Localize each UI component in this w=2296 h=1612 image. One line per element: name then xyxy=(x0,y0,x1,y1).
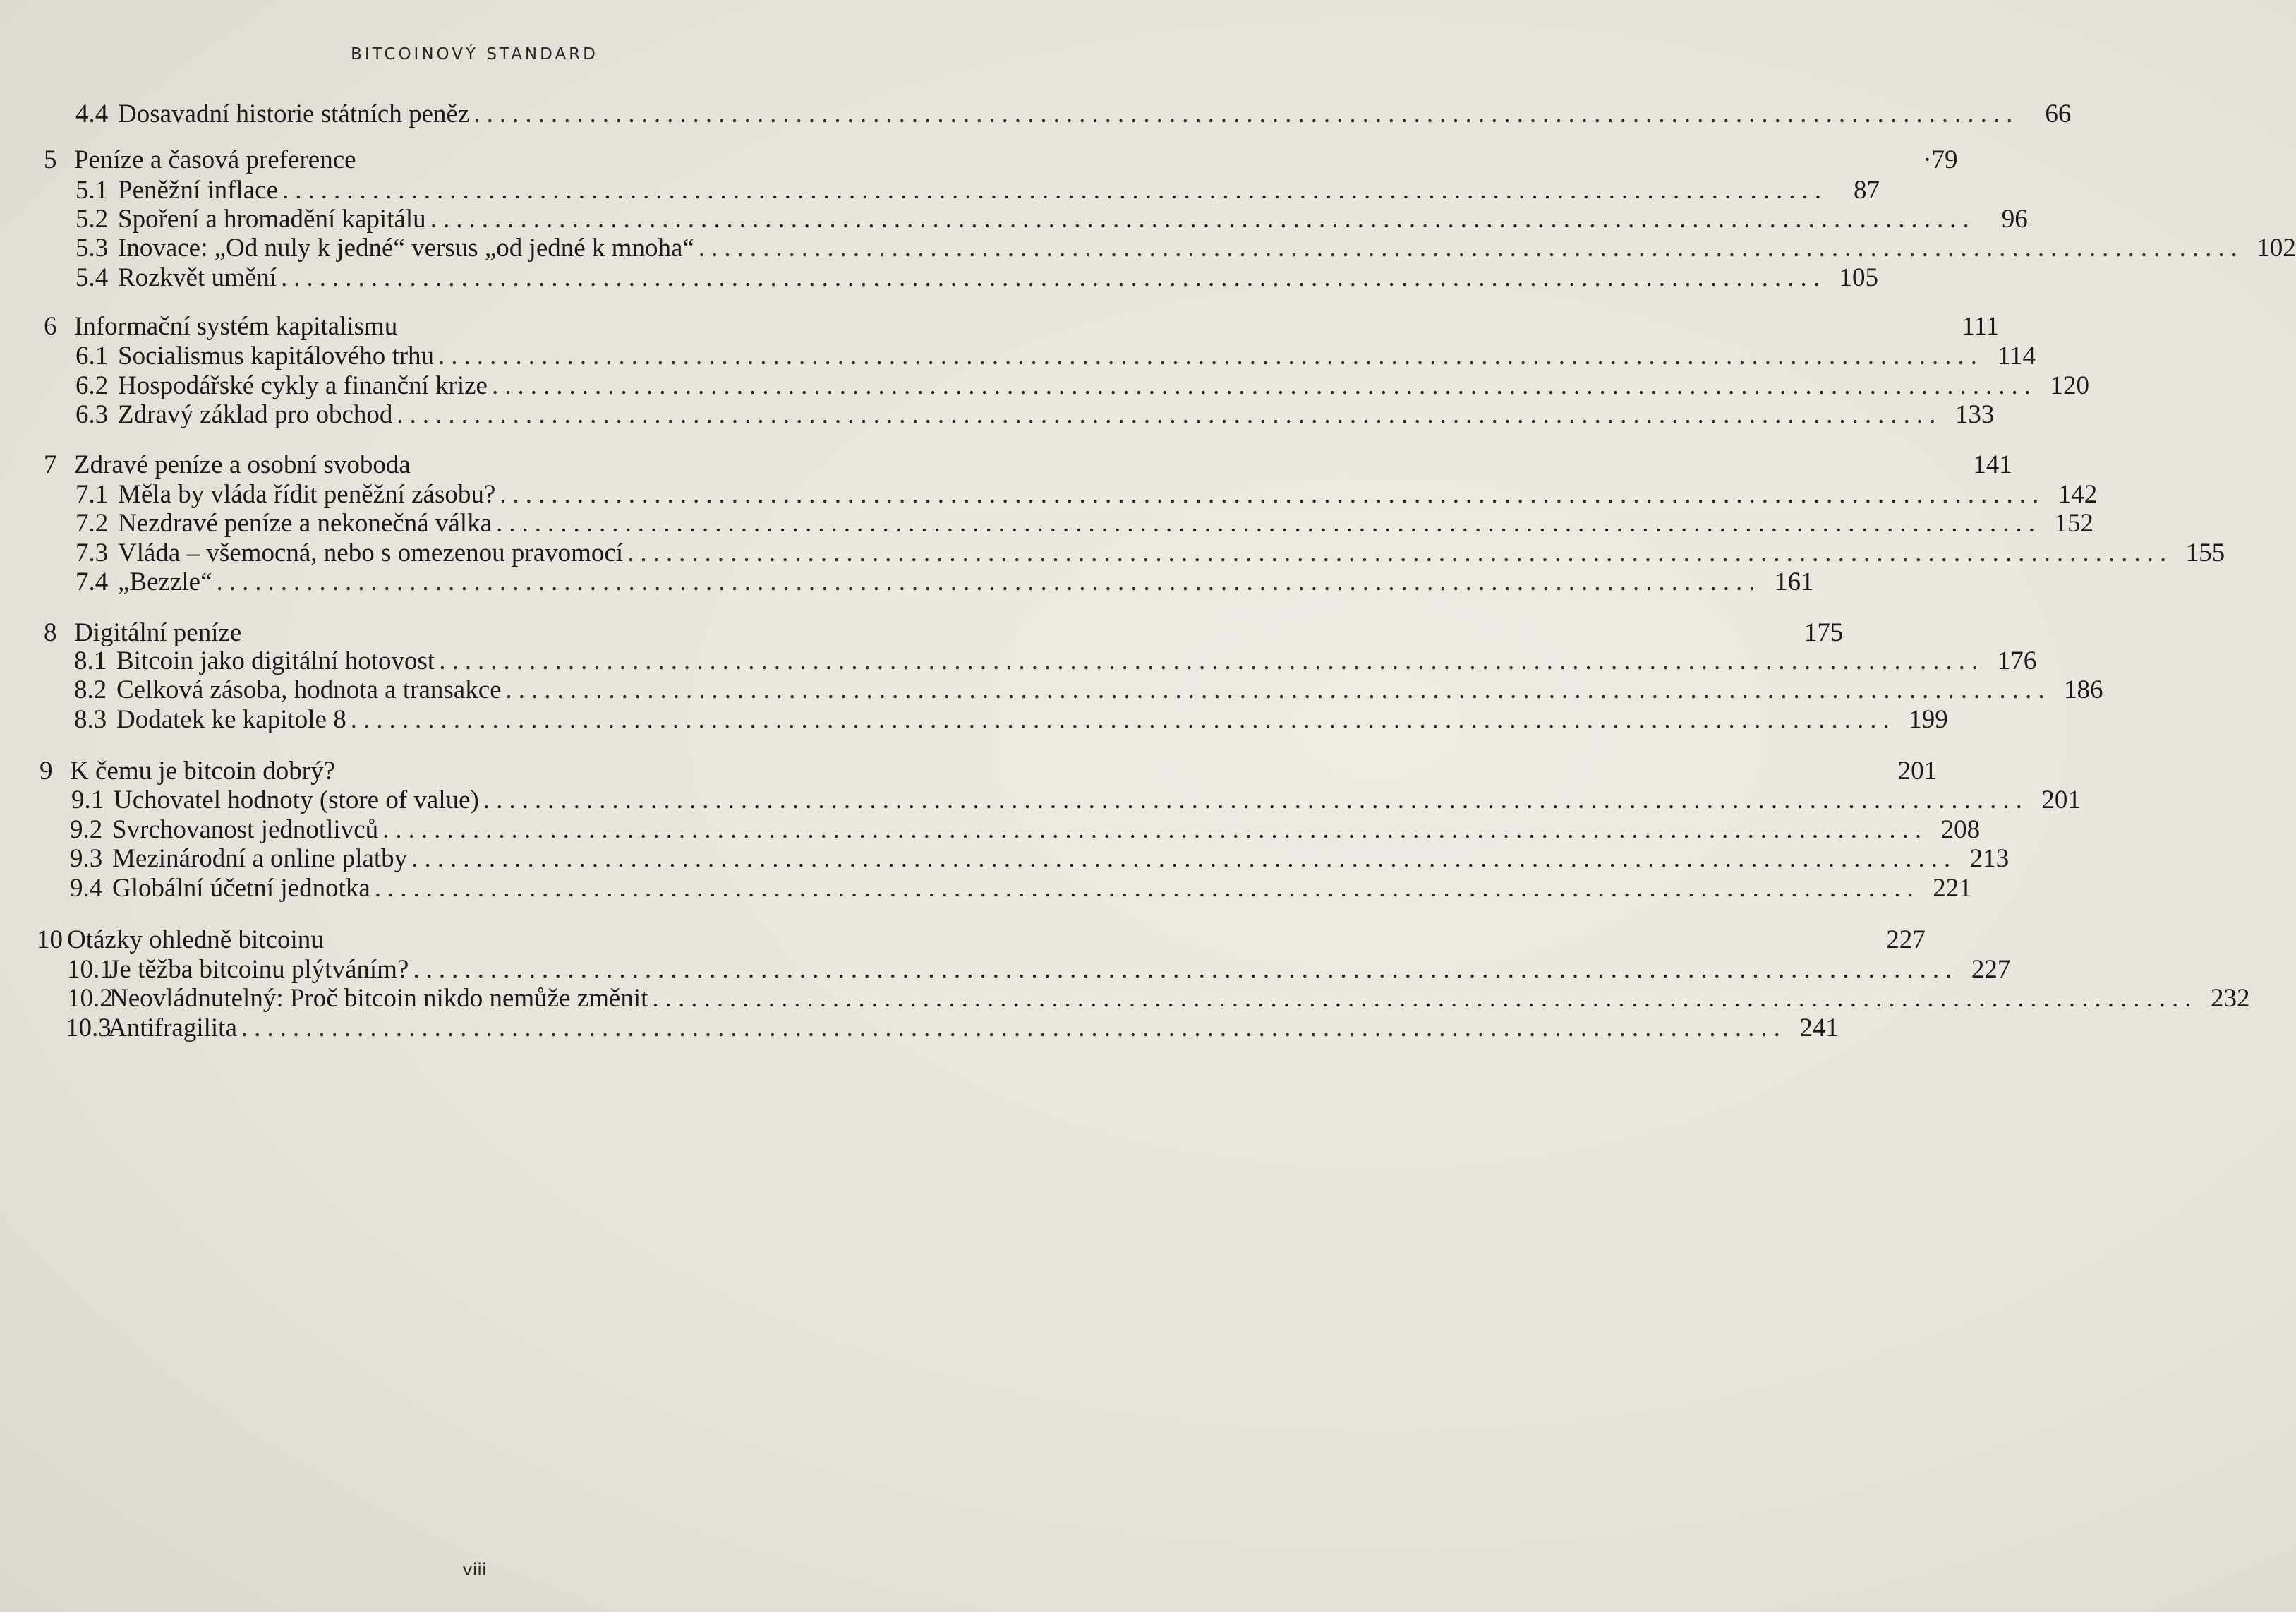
toc-title: Otázky ohledně bitcoinu xyxy=(67,925,324,954)
toc-page-number: 142 xyxy=(2058,480,2098,509)
toc-title: Antifragilita xyxy=(108,1013,237,1042)
toc-title: Rozkvět umění xyxy=(118,263,277,292)
toc-number: 6.1 xyxy=(75,342,109,371)
toc-number: 8.3 xyxy=(74,705,107,734)
toc-page-number: 241 xyxy=(1799,1013,1839,1042)
toc-number: 5 xyxy=(44,145,57,174)
toc-section-entry xyxy=(75,263,1879,294)
toc-chapter-entry xyxy=(44,450,2012,481)
toc-title: Svrchovanost jednotlivců xyxy=(112,815,379,844)
toc-title: „Bezzle“ xyxy=(118,567,212,596)
toc-number: 10.2 xyxy=(67,984,113,1013)
toc-chapter-entry xyxy=(40,756,1938,787)
dot-leader: ........................................................................................................................ xyxy=(496,509,2042,538)
toc-title: Spoření a hromadění kapitálu xyxy=(118,205,426,234)
dot-leader: ........................................................................................................................ xyxy=(500,480,2046,509)
toc-number: 8.2 xyxy=(74,675,107,704)
toc-page-number: 66 xyxy=(2045,100,2072,128)
toc-section-entry xyxy=(75,204,2028,235)
toc-page-number: 201 xyxy=(1897,757,1938,786)
toc-title: Hospodářské cykly a finanční krize xyxy=(118,371,488,400)
toc-number: 7.1 xyxy=(75,480,109,509)
toc-page-number: 221 xyxy=(1933,874,1972,903)
toc-title: Zdravé peníze a osobní svoboda xyxy=(74,450,411,479)
toc-section-entry xyxy=(75,538,2225,569)
toc-title: K čemu je bitcoin dobrý? xyxy=(70,757,336,786)
toc-number: 10 xyxy=(37,925,63,954)
toc-title: Neovládnutelný: Proč bitcoin nikdo nemůže změnit xyxy=(109,984,648,1013)
toc-number: 8 xyxy=(44,618,57,647)
toc-page-number: 227 xyxy=(1886,925,1926,954)
toc-page-number: 161 xyxy=(1775,567,1814,596)
dot-leader: ........................................................................................................................ xyxy=(241,1013,1787,1042)
toc-page-number: 120 xyxy=(2050,371,2089,400)
toc-title: Nezdravé peníze a nekonečná válka xyxy=(118,509,493,538)
toc-number: 6 xyxy=(44,312,57,341)
toc-section-entry xyxy=(74,646,2037,677)
toc-page-number: 111 xyxy=(1962,312,2000,341)
dot-leader: ........................................................................................................................ xyxy=(491,371,2037,400)
toc-title: Socialismus kapitálového trhu xyxy=(118,342,435,371)
dot-leader: ........................................................................................................................ xyxy=(698,234,2244,263)
toc-title: Zdravý základ pro obchod xyxy=(118,400,393,429)
toc-title: Peněžní inflace xyxy=(118,176,279,205)
toc-chapter-entry xyxy=(44,618,1844,649)
toc-title: Globální účetní jednotka xyxy=(112,874,370,903)
dot-leader: ........................................................................................................................ xyxy=(430,205,1976,234)
toc-number: 6.2 xyxy=(75,371,109,400)
toc-section-entry xyxy=(75,399,1995,431)
toc-page-number: 102 xyxy=(2256,234,2296,263)
dot-leader: ........................................................................................................................ xyxy=(397,400,1942,429)
toc-page-number: 96 xyxy=(2001,205,2028,234)
toc-page-number: 227 xyxy=(1971,955,2011,984)
toc-section-entry xyxy=(74,675,2103,706)
toc-title: Dosavadní historie státních peněz xyxy=(118,100,470,128)
toc-section-entry xyxy=(75,99,2072,130)
toc-title: Vláda – všemocná, nebo s omezenou pravomocí xyxy=(118,539,624,567)
toc-title: Bitcoin jako digitální hotovost xyxy=(116,646,435,675)
toc-number: 9.4 xyxy=(70,874,103,903)
dot-leader: ........................................................................................................................ xyxy=(627,539,2173,567)
toc-page-number: 201 xyxy=(2041,786,2081,814)
toc-title: Celková zásoba, hodnota a transakce xyxy=(116,675,502,704)
toc-number: 8.1 xyxy=(74,646,107,675)
toc-number: 9.1 xyxy=(71,786,104,814)
dot-leader: ........................................................................................................................ xyxy=(438,342,1984,371)
toc-section-entry xyxy=(67,954,2011,985)
toc-page-number: 155 xyxy=(2185,539,2225,567)
toc-page-number: ·79 xyxy=(1923,145,1958,174)
dot-leader: ........................................................................................................................ xyxy=(374,874,1920,903)
toc-chapter-entry xyxy=(44,145,1958,176)
toc-title: Dodatek ke kapitole 8 xyxy=(116,705,346,734)
toc-number: 5.3 xyxy=(75,234,109,263)
toc-number: 7.2 xyxy=(75,509,109,538)
toc-page-number: 133 xyxy=(1954,400,1995,429)
toc-page-number: 199 xyxy=(1909,705,1948,734)
toc-number: 7.4 xyxy=(75,567,109,596)
toc-title: Je těžba bitcoinu plýtváním? xyxy=(109,955,409,984)
toc-section-entry xyxy=(75,341,2036,372)
toc-page-number: 152 xyxy=(2054,509,2094,538)
toc-number: 7 xyxy=(44,450,57,479)
toc-title: Digitální peníze xyxy=(74,618,242,647)
toc-number: 5.1 xyxy=(75,176,109,205)
dot-leader: ........................................................................................................................ xyxy=(439,646,1985,675)
toc-title: Informační systém kapitalismu xyxy=(74,312,398,341)
toc-page-number: 87 xyxy=(1854,176,1880,205)
toc-page-number: 175 xyxy=(1803,618,1844,647)
toc-page-number: 141 xyxy=(1973,450,2012,479)
toc-number: 5.2 xyxy=(75,205,109,234)
running-head: BITCOINOVÝ STANDARD xyxy=(351,45,598,64)
toc-section-entry xyxy=(75,233,2296,264)
dot-leader: ........................................................................................................................ xyxy=(411,844,1957,873)
dot-leader: ........................................................................................................................ xyxy=(350,705,1896,734)
dot-leader: ........................................................................................................................ xyxy=(652,984,2198,1013)
toc-section-entry xyxy=(66,1013,1839,1044)
toc-number: 9.3 xyxy=(70,844,103,873)
toc-page-number: 213 xyxy=(1969,844,2010,873)
toc-page-number: 208 xyxy=(1940,815,1981,844)
toc-number: 6.3 xyxy=(75,400,109,429)
toc-title: Peníze a časová preference xyxy=(74,145,356,174)
toc-number: 9 xyxy=(40,757,53,786)
toc-section-entry xyxy=(75,371,2089,402)
toc-title: Inovace: „Od nuly k jedné“ versus „od jedné k mnoha“ xyxy=(118,234,694,263)
dot-leader: ........................................................................................................................ xyxy=(281,263,1827,292)
dot-leader: ........................................................................................................................ xyxy=(483,786,2029,814)
dot-leader: ........................................................................................................................ xyxy=(413,955,1959,984)
toc-page-number: 105 xyxy=(1839,263,1879,292)
dot-leader: ........................................................................................................................ xyxy=(282,176,1828,205)
dot-leader: ........................................................................................................................ xyxy=(473,100,2019,128)
toc-page-number: 232 xyxy=(2210,984,2250,1013)
toc-page-number: 114 xyxy=(1997,342,2036,371)
toc-section-entry xyxy=(75,567,1814,598)
page-folio: viii xyxy=(462,1560,487,1580)
toc-section-entry xyxy=(70,814,1981,846)
toc-title: Mezinárodní a online platby xyxy=(112,844,408,873)
toc-section-entry xyxy=(70,843,2010,874)
toc-title: Uchovatel hodnoty (store of value) xyxy=(114,786,479,814)
toc-section-entry xyxy=(67,983,2250,1014)
dot-leader: ........................................................................................................................ xyxy=(216,567,1762,596)
toc-chapter-entry xyxy=(37,925,1926,956)
toc-number: 10.1 xyxy=(67,955,113,984)
toc-chapter-entry xyxy=(44,311,2000,342)
dot-leader: ........................................................................................................................ xyxy=(382,815,1928,844)
toc-section-entry xyxy=(74,704,1948,735)
toc-number: 7.3 xyxy=(75,539,109,567)
toc-section-entry xyxy=(75,479,2098,510)
toc-section-entry xyxy=(71,785,2081,816)
toc-title: Měla by vláda řídit peněžní zásobu? xyxy=(118,480,496,509)
toc-number: 4.4 xyxy=(75,100,109,128)
toc-page-number: 186 xyxy=(2064,675,2103,704)
dot-leader: ........................................................................................................................ xyxy=(505,675,2051,704)
toc-section-entry xyxy=(75,508,2094,539)
toc-section-entry xyxy=(75,175,1880,206)
toc-number: 9.2 xyxy=(70,815,103,844)
toc-page-number: 176 xyxy=(1997,646,2037,675)
toc-section-entry xyxy=(70,873,1972,904)
toc-number: 5.4 xyxy=(75,263,109,292)
toc-number: 10.3 xyxy=(66,1013,111,1042)
